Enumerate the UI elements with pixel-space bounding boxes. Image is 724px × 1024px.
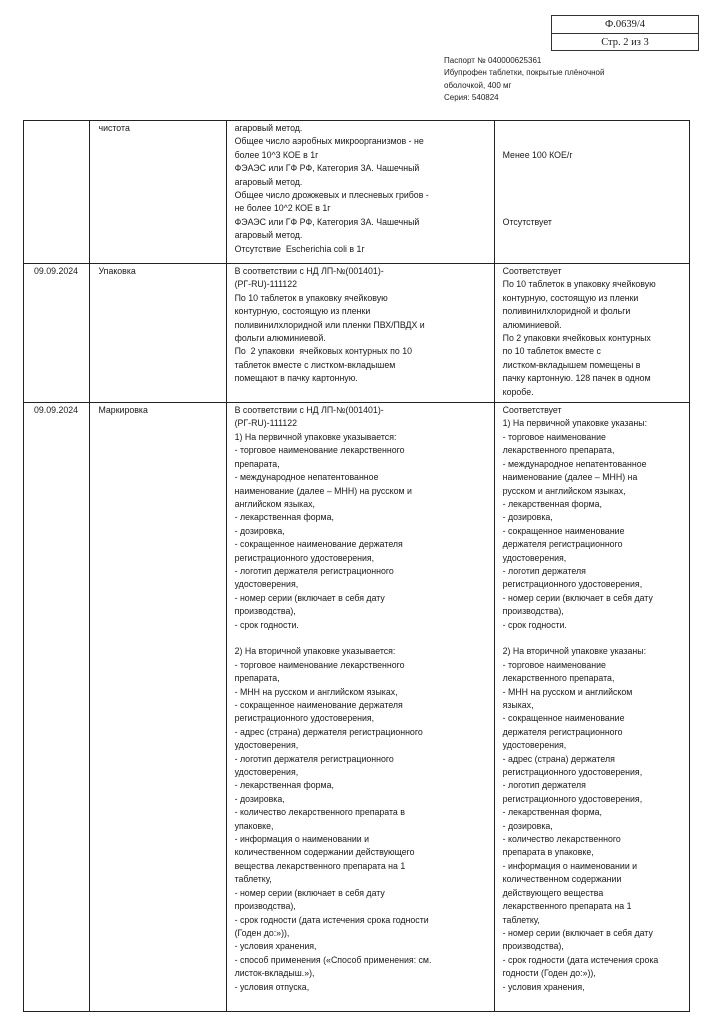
requirement-line: - условия хранения, <box>234 941 317 952</box>
requirement-line: вещества лекарственного препарата на 1 <box>234 860 406 871</box>
requirement-line: более 10^3 КОЕ в 1г <box>234 149 319 160</box>
requirement-line: наименование (далее – МНН) на русском и <box>234 485 412 496</box>
requirement-line: 1) На первичной упаковке указывается: <box>234 431 397 442</box>
result-line: производства), <box>502 941 564 952</box>
result-line: По 2 упаковки ячейковых контурных <box>502 333 651 344</box>
result-line: алюминиевой. <box>502 319 562 330</box>
result-line: удостоверения, <box>502 552 567 563</box>
result-line: производства), <box>502 606 564 617</box>
passport-header <box>444 55 604 104</box>
product-name-line-1: Ибупрофен таблетки, покрытые плёночной <box>444 68 605 78</box>
requirement-line: не более 10^2 КОЕ в 1г <box>234 203 331 214</box>
requirement-line: регистрационного удостоверения, <box>234 552 375 563</box>
requirement-line: удостоверения, <box>234 579 299 590</box>
requirement-line: агаровый метод. <box>234 176 303 187</box>
requirement-line: агаровый метод. <box>234 230 303 241</box>
result-line: действующего вещества <box>502 887 604 898</box>
result-line: - МНН на русском и английском <box>502 686 633 697</box>
result-line: языках, <box>502 700 534 710</box>
requirement-line: препарата, <box>234 458 280 469</box>
requirement-cell <box>226 264 494 403</box>
test-date-cell: 09.09.2024 <box>24 264 90 403</box>
result-line: контурную, состоящую из пленки <box>502 292 639 303</box>
result-line <box>503 189 685 202</box>
requirement-cell <box>226 403 494 1012</box>
form-code: Ф.0639/4 <box>604 19 646 30</box>
passport-number: Паспорт № 040000625361 <box>444 56 542 65</box>
requirement-line: удостоверения, <box>234 740 299 751</box>
result-line: Соответствует <box>502 405 562 416</box>
form-code-box <box>551 15 699 51</box>
requirement-line: - логотип держателя регистрационного <box>234 565 394 576</box>
requirement-line: количественном содержании действующего <box>234 847 415 858</box>
requirement-line: упаковке, <box>234 820 274 831</box>
result-line: - лекарственная форма, <box>502 498 602 509</box>
test-name-cell: Упаковка <box>90 264 226 403</box>
requirement-line: (Годен до:»)), <box>234 927 290 938</box>
test-results-table <box>23 120 690 1012</box>
result-cell <box>494 403 689 1012</box>
result-line: пачку картонную. 128 пачек в одном <box>502 373 651 384</box>
page-number: Стр. 2 из 3 <box>552 33 698 51</box>
requirement-line: - номер серии (включает в себя дату <box>234 887 385 898</box>
result-line: препарата в упаковке, <box>502 847 594 858</box>
requirement-line: листок-вкладыш.»), <box>234 968 315 979</box>
requirement-line <box>235 632 490 645</box>
requirement-line: - дозировка, <box>234 525 285 536</box>
result-line: Менее 100 КОЕ/г <box>502 149 573 160</box>
result-line: - лекарственная форма, <box>502 807 602 818</box>
requirement-line: английском языках, <box>234 498 315 509</box>
result-line: - сокращенное наименование <box>502 713 625 724</box>
result-line: - информация о наименовании и <box>502 860 638 871</box>
requirement-line: (РГ-RU)-111122 <box>234 279 298 290</box>
requirement-line: - сокращенное наименование держателя <box>234 539 403 550</box>
requirement-line: ФЭАЭС или ГФ РФ, Категория 3А. Чашечный <box>234 163 420 174</box>
requirement-line: таблетку, <box>234 874 272 885</box>
requirement-line: 2) На вторичной упаковке указывается: <box>234 646 396 657</box>
requirement-line: препарата, <box>234 673 280 684</box>
result-line: - срок годности (дата истечения срока <box>502 954 659 965</box>
test-name-cell: Маркировка <box>90 403 226 1012</box>
result-line: - условия хранения, <box>502 981 585 992</box>
result-line: держателя регистрационного <box>502 539 623 550</box>
result-line: - торговое наименование <box>502 431 606 442</box>
requirement-line: По 10 таблеток в упаковку ячейковую <box>234 292 388 303</box>
requirement-line: Общее число дрожжевых и плесневых грибов - <box>234 190 429 201</box>
result-line: - номер серии (включает в себя дату <box>502 927 653 938</box>
requirement-line: - информация о наименовании и <box>234 834 370 845</box>
requirement-line: производства), <box>234 606 296 617</box>
result-line <box>503 632 685 645</box>
result-cell <box>494 264 689 403</box>
requirement-line: Отсутствие Escherichia coli в 1г <box>234 243 365 254</box>
requirement-line: - номер серии (включает в себя дату <box>234 592 385 603</box>
requirement-line: производства), <box>234 901 296 912</box>
result-line: - дозировка, <box>502 820 553 831</box>
result-line: листком-вкладышем помещены в <box>502 359 641 370</box>
requirement-line: регистрационного удостоверения, <box>234 713 375 724</box>
requirement-line: - лекарственная форма, <box>234 780 334 791</box>
requirement-line: - срок годности. <box>234 619 299 630</box>
result-line: лекарственного препарата на 1 <box>502 901 632 912</box>
requirement-line: Общее число аэробных микроорганизмов - не <box>234 136 424 147</box>
requirement-line: поливинилхлоридной или пленки ПВХ/ПВДХ и <box>234 319 425 330</box>
requirement-line: - логотип держателя регистрационного <box>234 753 394 764</box>
result-line <box>503 202 685 215</box>
requirement-line: ФЭАЭС или ГФ РФ, Категория 3А. Чашечный <box>234 216 420 227</box>
result-line: коробе. <box>502 386 534 397</box>
test-date-cell: 09.09.2024 <box>24 403 90 1012</box>
requirement-line: - способ применения («Способ применения: см. <box>234 954 432 965</box>
requirement-line: - международное непатентованное <box>234 472 379 483</box>
requirement-cell <box>226 121 494 264</box>
table-row <box>24 264 690 403</box>
requirement-line: - условия отпуска, <box>234 981 310 992</box>
product-name-line-2: оболочкой, 400 мг <box>444 80 512 90</box>
result-line: Соответствует <box>502 266 562 276</box>
result-cell <box>494 121 689 264</box>
requirement-line: удостоверения, <box>234 767 299 778</box>
result-line: регистрационного удостоверения, <box>502 579 643 590</box>
result-line: - срок годности. <box>502 619 567 630</box>
result-line: удостоверения, <box>502 740 567 751</box>
result-line: количественном содержании <box>502 874 622 885</box>
table-row <box>24 121 690 264</box>
result-line: - номер серии (включает в себя дату <box>502 592 653 603</box>
result-line: - международное непатентованное <box>502 458 647 469</box>
result-line: таблетку, <box>502 914 540 925</box>
result-line: по 10 таблеток вместе с <box>502 346 601 357</box>
requirement-line: В соответствии с НД ЛП-№(001401)- <box>234 266 384 276</box>
result-line: поливинилхлоридной и фольги <box>502 306 631 317</box>
requirement-line: - торговое наименование лекарственного <box>234 659 405 670</box>
requirement-line: таблеток вместе с листком-вкладышем <box>234 359 396 370</box>
requirement-line: В соответствии с НД ЛП-№(001401)- <box>234 405 384 416</box>
requirement-line: агаровый метод. <box>234 123 303 133</box>
requirement-line: - лекарственная форма, <box>234 512 334 523</box>
test-date-cell <box>24 121 90 264</box>
result-line <box>503 176 685 189</box>
result-line: 2) На вторичной упаковке указаны: <box>502 646 647 657</box>
requirement-line: - сокращенное наименование держателя <box>234 700 403 710</box>
result-line: - дозировка, <box>502 512 553 523</box>
result-line: наименование (далее – МНН) на <box>502 472 638 483</box>
requirement-line: контурную, состоящую из пленки <box>234 306 371 317</box>
result-line: держателя регистрационного <box>502 726 623 737</box>
batch-series: Серия: 540824 <box>444 92 499 102</box>
result-line: - адрес (страна) держателя <box>502 753 615 764</box>
requirement-line: По 2 упаковки ячейковых контурных по 10 <box>234 346 412 357</box>
requirement-line: - срок годности (дата истечения срока годности <box>234 914 429 925</box>
result-line: лекарственного препарата, <box>502 673 615 684</box>
test-name-cell: чистота <box>90 121 226 264</box>
table-row <box>24 403 690 1012</box>
result-line: По 10 таблеток в упаковку ячейковую <box>502 279 656 290</box>
requirement-line: - дозировка, <box>234 793 285 804</box>
result-line: лекарственного препарата, <box>502 445 615 456</box>
result-line: - логотип держателя <box>502 565 586 576</box>
result-line: - сокращенное наименование <box>502 525 625 536</box>
result-line: - количество лекарственного <box>502 834 621 845</box>
requirement-line: (РГ-RU)-111122 <box>234 418 298 429</box>
result-line: 1) На первичной упаковке указаны: <box>502 418 648 429</box>
requirement-line: - количество лекарственного препарата в <box>234 807 405 818</box>
result-line: - логотип держателя <box>502 780 586 791</box>
result-line <box>503 135 685 148</box>
result-line: регистрационного удостоверения, <box>502 793 643 804</box>
result-line: регистрационного удостоверения, <box>502 767 643 778</box>
result-line: Отсутствует <box>502 216 552 227</box>
requirement-line: - торговое наименование лекарственного <box>234 445 405 456</box>
result-line: годности (Годен до:»)), <box>502 968 596 979</box>
result-line: русском и английском языках, <box>502 485 626 496</box>
requirement-line: - адрес (страна) держателя регистрационного <box>234 726 423 737</box>
result-line: - торговое наименование <box>502 659 606 670</box>
requirement-line: помещают в пачку картонную. <box>234 373 358 384</box>
result-line <box>503 162 685 175</box>
requirement-line: - МНН на русском и английском языках, <box>234 686 398 697</box>
result-line <box>503 122 685 135</box>
requirement-line: фольги алюминиевой. <box>234 333 326 344</box>
